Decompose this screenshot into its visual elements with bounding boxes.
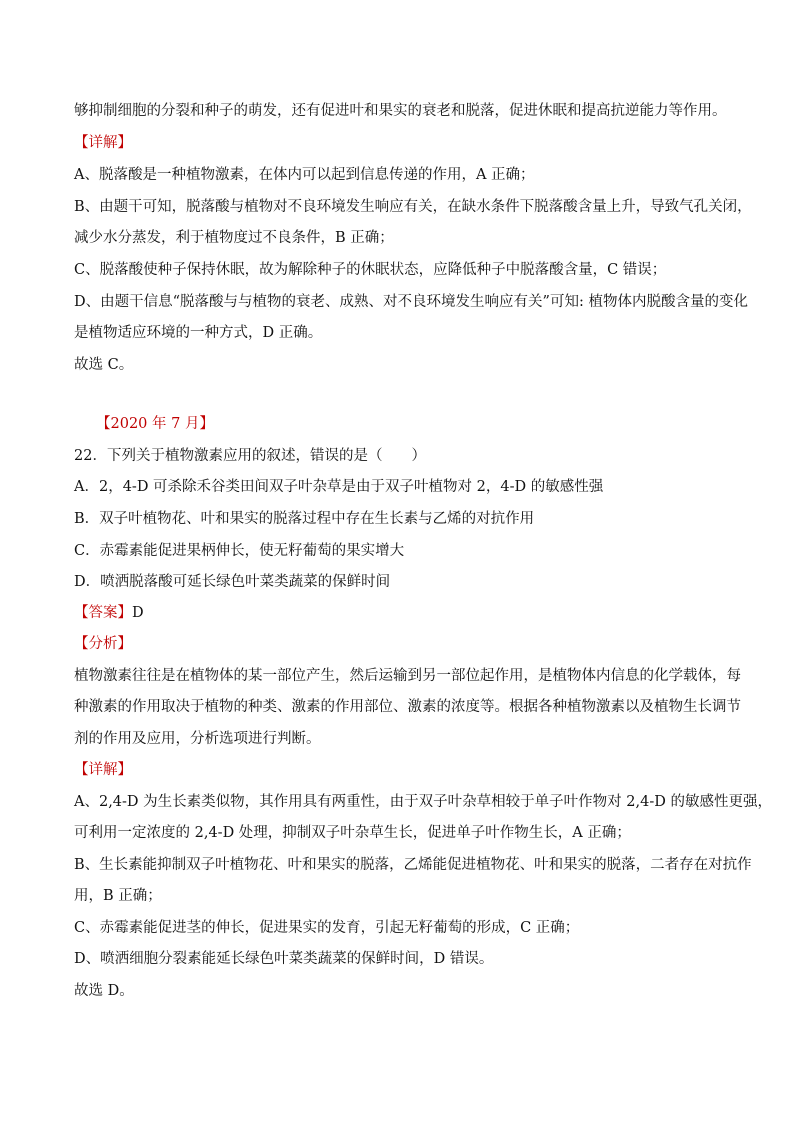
detail-line-4: 用，B 正确； <box>74 888 162 904</box>
option-d: D．喷洒脱落酸可延长绿色叶菜类蔬菜的保鲜时间 <box>74 574 391 590</box>
question-date-tag: 【2020 年 7 月】 <box>96 416 214 432</box>
question-stem: 22．下列关于植物激素应用的叙述，错误的是（ ） <box>74 448 426 464</box>
detail-line-6: D、喷洒细胞分裂素能延长绿色叶菜类蔬菜的保鲜时间，D 错误。 <box>74 951 494 967</box>
detail-a-1: A、脱落酸是一种植物激素，在体内可以起到信息传递的作用，A 正确； <box>74 167 535 183</box>
intro-text: 够抑制细胞的分裂和种子的萌发，还有促进叶和果实的衰老和脱落，促进休眠和提高抗逆能力等作用。 <box>74 103 727 119</box>
detail-c-1: C、脱落酸使种子保持休眠，故为解除种子的休眠状态，应降低种子中脱落酸含量，C 错误； <box>74 262 667 278</box>
detail-line-3: B、生长素能抑制双子叶植物花、叶和果实的脱落，乙烯能促进植物花、叶和果实的脱落，二者存在对抗作 <box>74 857 752 873</box>
detail-d-1-line1: D、由题干信息“脱落酸与与植物的衰老、成熟、对不良环境发生响应有关”可知: 植物体内脱酸含量的变化 <box>74 294 748 310</box>
analysis-line-2: 种激素的作用取决于植物的种类、激素的作用部位、激素的浓度等。根据各种植物激素以及植物生长调节 <box>74 699 741 715</box>
detail-label-2: 【详解】 <box>74 762 132 778</box>
option-c: C．赤霉素能促进果柄伸长，使无籽葡萄的果实增大 <box>74 543 405 559</box>
analysis-line-1: 植物激素往往是在植物体的某一部位产生，然后运输到另一部位起作用，是植物体内信息的化学载体，每 <box>74 668 741 684</box>
conclusion-1: 故选 C。 <box>74 357 134 373</box>
detail-d-1-line2: 是植物适应环境的一种方式，D 正确。 <box>74 325 323 341</box>
detail-line-1: A、2,4-D 为生长素类似物，其作用具有两重性，由于双子叶杂草相较于单子叶作物对 2,4-D 的敏感性更强， <box>74 794 772 810</box>
detail-b-1-line2: 减少水分蒸发，利于植物度过不良条件，B 正确； <box>74 230 394 246</box>
option-a: A．2，4-D 可杀除禾谷类田间双子叶杂草是由于双子叶植物对 2，4-D 的敏感性强 <box>74 479 604 495</box>
detail-line-5: C、赤霉素能促进茎的伸长，促进果实的发育，引起无籽葡萄的形成，C 正确； <box>74 920 580 936</box>
analysis-label: 【分析】 <box>74 636 132 652</box>
answer-label: 【答案】 <box>74 605 132 621</box>
detail-b-1-line1: B、由题干可知，脱落酸与植物对不良环境发生响应有关，在缺水条件下脱落酸含量上升，导致气孔关闭， <box>74 199 752 215</box>
conclusion-2: 故选 D。 <box>74 983 134 999</box>
detail-line-2: 可利用一定浓度的 2,4-D 处理，抑制双子叶杂草生长，促进单子叶作物生长，A 正确； <box>74 825 631 841</box>
option-b: B．双子叶植物花、叶和果实的脱落过程中存在生长素与乙烯的对抗作用 <box>74 511 535 527</box>
detail-label-1: 【详解】 <box>74 135 132 151</box>
analysis-line-3: 剂的作用及应用，分析选项进行判断。 <box>74 731 321 747</box>
answer-value: D <box>132 605 144 621</box>
answer-line <box>74 603 734 623</box>
